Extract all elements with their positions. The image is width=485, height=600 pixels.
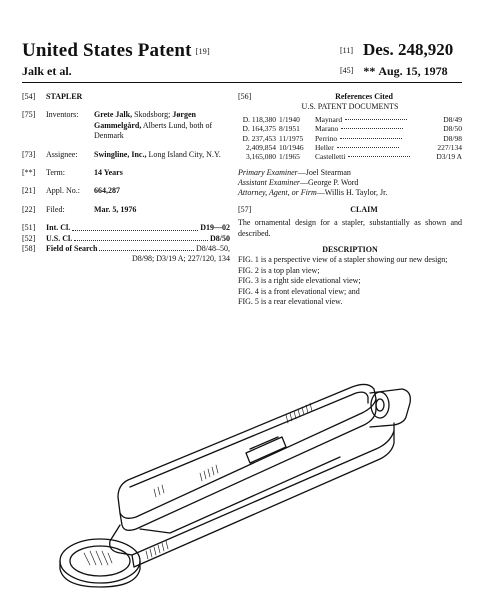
reference-row: D. 164,375 8/1951 Marano D8/50 [242, 124, 462, 134]
primary-examiner: Primary Examiner—Joel Stearman [238, 167, 351, 177]
date-marker: ** [363, 64, 376, 78]
references-heading: [56] References Cited [238, 92, 393, 101]
issue-date: [45] ** Aug. 15, 1978 [340, 64, 448, 78]
description-heading: DESCRIPTION [322, 245, 378, 254]
title-code: [19] [195, 47, 210, 56]
int-cl-row: [51] Int. Cl. D19—02 [22, 223, 230, 233]
assistant-examiner: Assistant Examiner—George P. Word [238, 178, 359, 188]
attorney: Attorney, Agent, or Firm—Willis H. Taylor, Jr. [238, 188, 388, 198]
us-patent-docs-heading: U.S. PATENT DOCUMENTS [301, 102, 399, 112]
claim-text: The ornamental design for a stapler, substantially as shown and described. [238, 218, 462, 238]
us-cl-row: [52] U.S. Cl. D8/50 [22, 233, 230, 243]
stapler-slot [246, 437, 286, 463]
stapler-base [110, 423, 394, 555]
patent-number: [11] Des. 248,920 [340, 40, 454, 59]
bibliographic-column [22, 92, 230, 265]
title-field: [54] STAPLER [22, 92, 83, 101]
reference-row: D. 237,453 11/1975 Perrino D8/98 [242, 133, 462, 143]
stapler-drawing [50, 365, 460, 590]
reference-row: D. 118,380 1/1940 Maynard D8/49 [242, 114, 462, 124]
issue-date-code: [45] [340, 66, 354, 75]
figure-description: FIG. 2 is a top plan view; [238, 265, 320, 275]
field-of-search-continued: D8/98; D3/19 A; 227/120, 134 [131, 254, 230, 264]
header-rule [22, 82, 462, 83]
patent-office-title: United States Patent [19] [22, 40, 210, 61]
filed-field: [22] Filed: Mar. 5, 1976 [22, 204, 137, 214]
figure-descriptions [238, 255, 462, 307]
figure-description: FIG. 5 is a rear elevational view. [238, 296, 343, 306]
term-field: [**] Term: 14 Years [22, 167, 123, 177]
reference-row: 2,409,854 10/1946 Heller 227/134 [246, 142, 462, 152]
figure-description: FIG. 4 is a front elevational view; and [238, 286, 360, 296]
inventors-field: [75] Inventors: Grete Jalk, Skodsborg; Jørgen Gammelgård, Alberts Lund, both of Denmark [22, 110, 213, 141]
appl-no-field: [21] Appl. No.: 664,287 [22, 186, 120, 196]
claim-heading: [57] CLAIM [238, 204, 378, 214]
field-of-search-row: [58] Field of Search D8/48–50, [22, 243, 230, 253]
stapler-hinge [371, 392, 389, 418]
reference-row: 3,165,080 1/1965 Castelletti D3/19 A [246, 152, 462, 162]
references-table [238, 115, 462, 162]
assignee-field: [73] Assignee: Swingline, Inc., Long Island City, N.Y. [22, 149, 221, 159]
figure-description: FIG. 1 is a perspective view of a stapler showing our new design; [238, 255, 448, 265]
inventor-line: Jalk et al. [22, 64, 72, 78]
patent-number-code: [11] [340, 46, 354, 55]
figure-description: FIG. 3 is a right side elevational view; [238, 276, 361, 286]
references-column [238, 92, 462, 307]
